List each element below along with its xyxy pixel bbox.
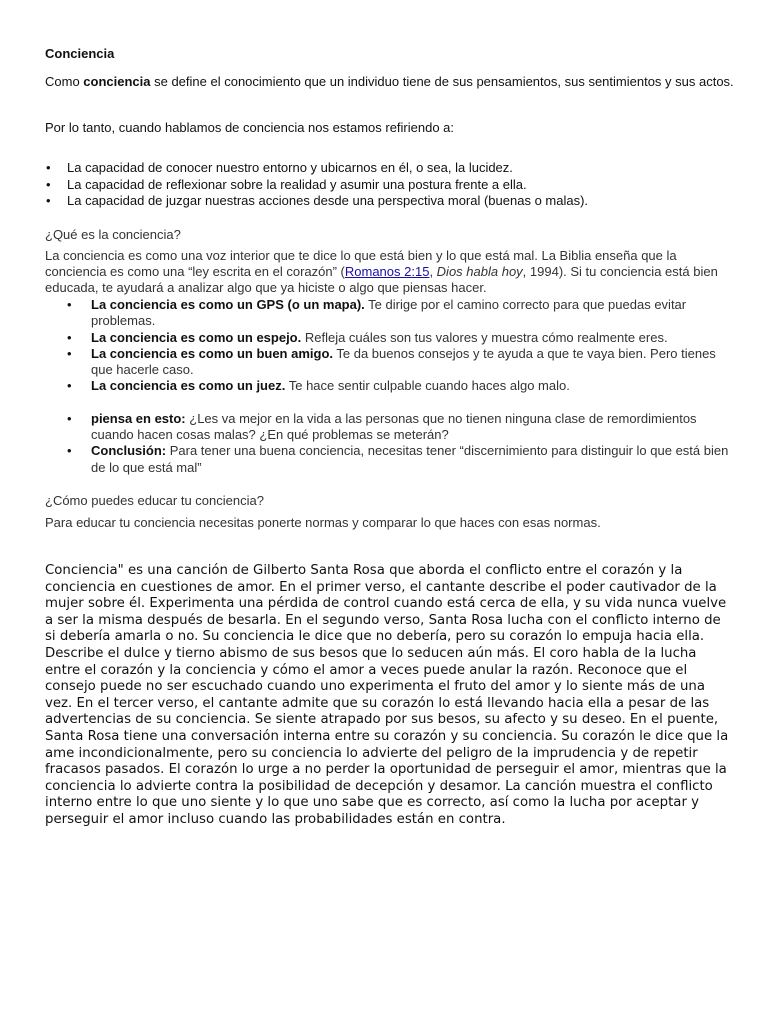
list-item [45,330,735,346]
romanos-link[interactable]: Romanos 2:15 [344,264,430,279]
page-title: Conciencia [45,46,115,61]
item-bold: La conciencia es como un espejo. [91,329,302,345]
capacity-list [45,160,745,210]
list-item: • La capacidad de juzgar nuestras acciones desde una perspectiva moral (buenas o malas). [45,193,745,210]
section-heading-educate: ¿Cómo puedes educar tu conciencia? [45,493,264,508]
item-bold: La conciencia es como un juez. [91,378,286,394]
list-item: • La capacidad de reflexionar sobre la realidad y asumir una postura frente a ella. [45,177,745,194]
definition-text-start: Como [45,74,84,89]
item-text: Te da buenos consejos y te ayuda a que te vaya bien. Pero tienes que hacerle caso. [91,345,716,378]
item-text: Refleja cuáles son tus valores y muestra cómo realmente eres. [301,329,668,345]
list-item [45,297,735,330]
voice-paragraph [45,248,735,296]
voice-text-end: , 1994). Si tu conciencia está bien educada, te ayudará a analizar algo que ya hiciste o algo que piensas hacer. [45,264,718,295]
definition-text-end: se define el conocimiento que un individuo tiene de sus pensamientos, sus sentimientos y sus actos. [150,74,734,89]
section-heading-what: ¿Qué es la conciencia? [45,227,181,242]
item-bold: La conciencia es como un buen amigo. [91,345,333,361]
intro-paragraph: Por lo tanto, cuando hablamos de conciencia nos estamos refiriendo a: [45,120,455,135]
item-text: Te dirige por el camino correcto para que puedas evitar problemas. [91,297,687,329]
item-bold: La conciencia es como un GPS (o un mapa). [91,297,365,312]
voice-text-sep: , [429,264,437,279]
list-item [45,443,735,476]
list-item: • La capacidad de conocer nuestro entorno y ubicarnos en él, o sea, la lucidez. [45,160,745,177]
voice-version: Dios habla hoy [436,264,523,279]
item-text: Te hace sentir culpable cuando haces algo malo. [285,378,570,394]
item-bold: piensa en esto: [91,410,186,426]
list-item [45,378,735,394]
educate-paragraph: Para educar tu conciencia necesitas ponerte normas y comparar lo que haces con esas normas. [45,515,601,530]
item-text: ¿Les va mejor en la vida a las personas que no tienen ninguna clase de remordimientos cuando hacen cosas malas? ¿En qué problemas se meterán? [91,410,697,443]
item-text: Para tener una buena conciencia, necesitas tener “discernimiento para distinguir lo que está bien de lo que está mal” [91,443,729,475]
voice-text-start: La conciencia es como una voz interior que te dice lo que está bien y lo que está mal. La Biblia enseña que la conciencia es como una “ley escrita en el corazón” ( [45,248,677,279]
song-paragraph: Conciencia" es una canción de Gilberto Santa Rosa que aborda el conflicto entre el corazón y la conciencia en cuestiones de amor. En el primer verso, el cantante describe el poder cautivador de la mujer sobre él. Experimenta una pérdida de control cuando está cerca de ella, y su vida nunca vuelve a ser la misma después de besarla. En el segundo verso, Santa Rosa lucha con el conflicto interno de si debería amarla o no. Su conciencia le dice que no debería, pero su corazón lo empuja hacia ella. Describe el dulce y tierno abismo de sus besos que lo seducen aún más. El coro habla de la lucha entre el corazón y la conciencia y cómo el amor a veces puede anular la razón. Reconoce que el consejo puede no ser escuchado cuando uno experimenta el fruto del amor y lo siente más de una vez. En el tercer verso, el cantante admite que su corazón lo está llevando hacia ella a pesar de las advertencias de su conciencia. Se siente atrapado por sus besos, su afecto y su deseo. En el puente, Santa Rosa tiene una conversación interna entre su corazón y su conciencia. Su corazón le dice que la ame incondicionalmente, pero su conciencia lo advierte del peligro de la imprudencia y de repetir fracasos pasados. El corazón lo urge a no perder la oportunidad de perseguir el amor, mientras que la conciencia lo advierte contra la posibilidad de decepción y desamor. La canción muestra el conflicto interno entre lo que uno siente y lo que uno sabe que es correcto, así como la lucha por aceptar y perseguir el amor incluso cuando las probabilidades están en contra. [45,563,729,827]
definition-keyword: conciencia [83,74,151,89]
definition-paragraph [45,73,735,90]
metaphor-list [45,297,735,476]
list-item [45,346,735,379]
item-bold: Conclusión: [91,443,167,459]
list-item [45,411,735,444]
